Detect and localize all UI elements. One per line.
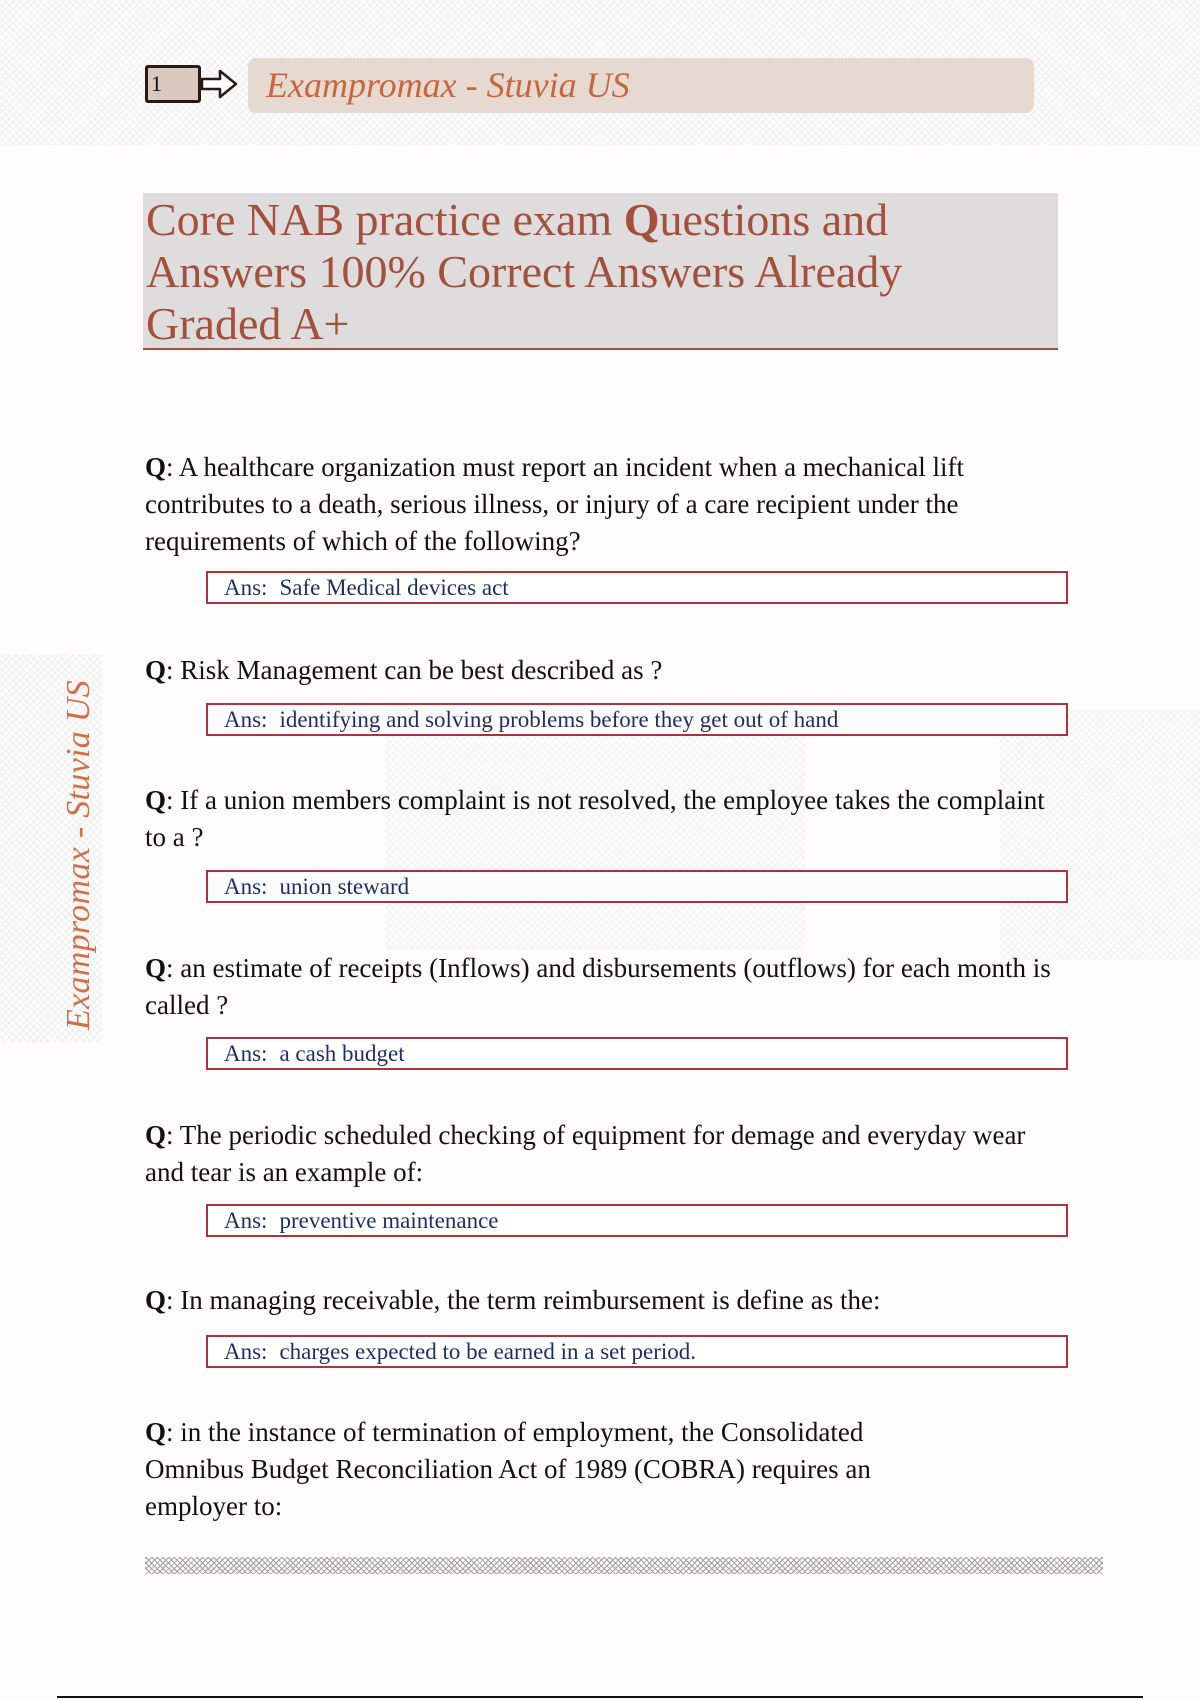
decorative-strip (145, 1557, 1103, 1574)
question-3: Q: If a union members complaint is not resolved, the employee takes the complaint to a ? (145, 785, 1045, 852)
question-2: Q: Risk Management can be best described as ? (145, 655, 663, 685)
answer-6: Ans: charges expected to be earned in a set period. (206, 1335, 1068, 1368)
arrow-right-icon (200, 66, 240, 102)
question-4: Q: an estimate of receipts (Inflows) and disbursements (outflows) for each month is called ? (145, 953, 1051, 1020)
question-5: Q: The periodic scheduled checking of equipment for demage and everyday wear and tear is an example of: (145, 1120, 1026, 1187)
document-title: Core NAB practice exam Questions and Answers 100% Correct Answers Already Graded A+ (146, 194, 903, 349)
page-number: 1 (145, 65, 201, 103)
document-title-box (143, 193, 1058, 350)
answer-1: Ans: Safe Medical devices act (206, 571, 1068, 604)
side-watermark: Exampromax - Stuvia US (60, 680, 97, 1030)
answer-2: Ans: identifying and solving problems before they get out of hand (206, 703, 1068, 736)
question-1: Q: A healthcare organization must report an incident when a mechanical lift contributes to a death, serious illness, or injury of a care recipient under the requirements of which of the following? (145, 452, 964, 556)
question-6: Q: In managing receivable, the term reimbursement is define as the: (145, 1285, 881, 1315)
footer-rule (57, 1696, 1143, 1698)
answer-5: Ans: preventive maintenance (206, 1204, 1068, 1237)
answer-3: Ans: union steward (206, 870, 1068, 903)
question-7: Q: in the instance of termination of employment, the Consolidated Omnibus Budget Reconciliation Act of 1989 (COBRA) requires an employer to: (145, 1417, 871, 1521)
site-title: Exampromax - Stuvia US (248, 58, 1034, 113)
answer-4: Ans: a cash budget (206, 1037, 1068, 1070)
